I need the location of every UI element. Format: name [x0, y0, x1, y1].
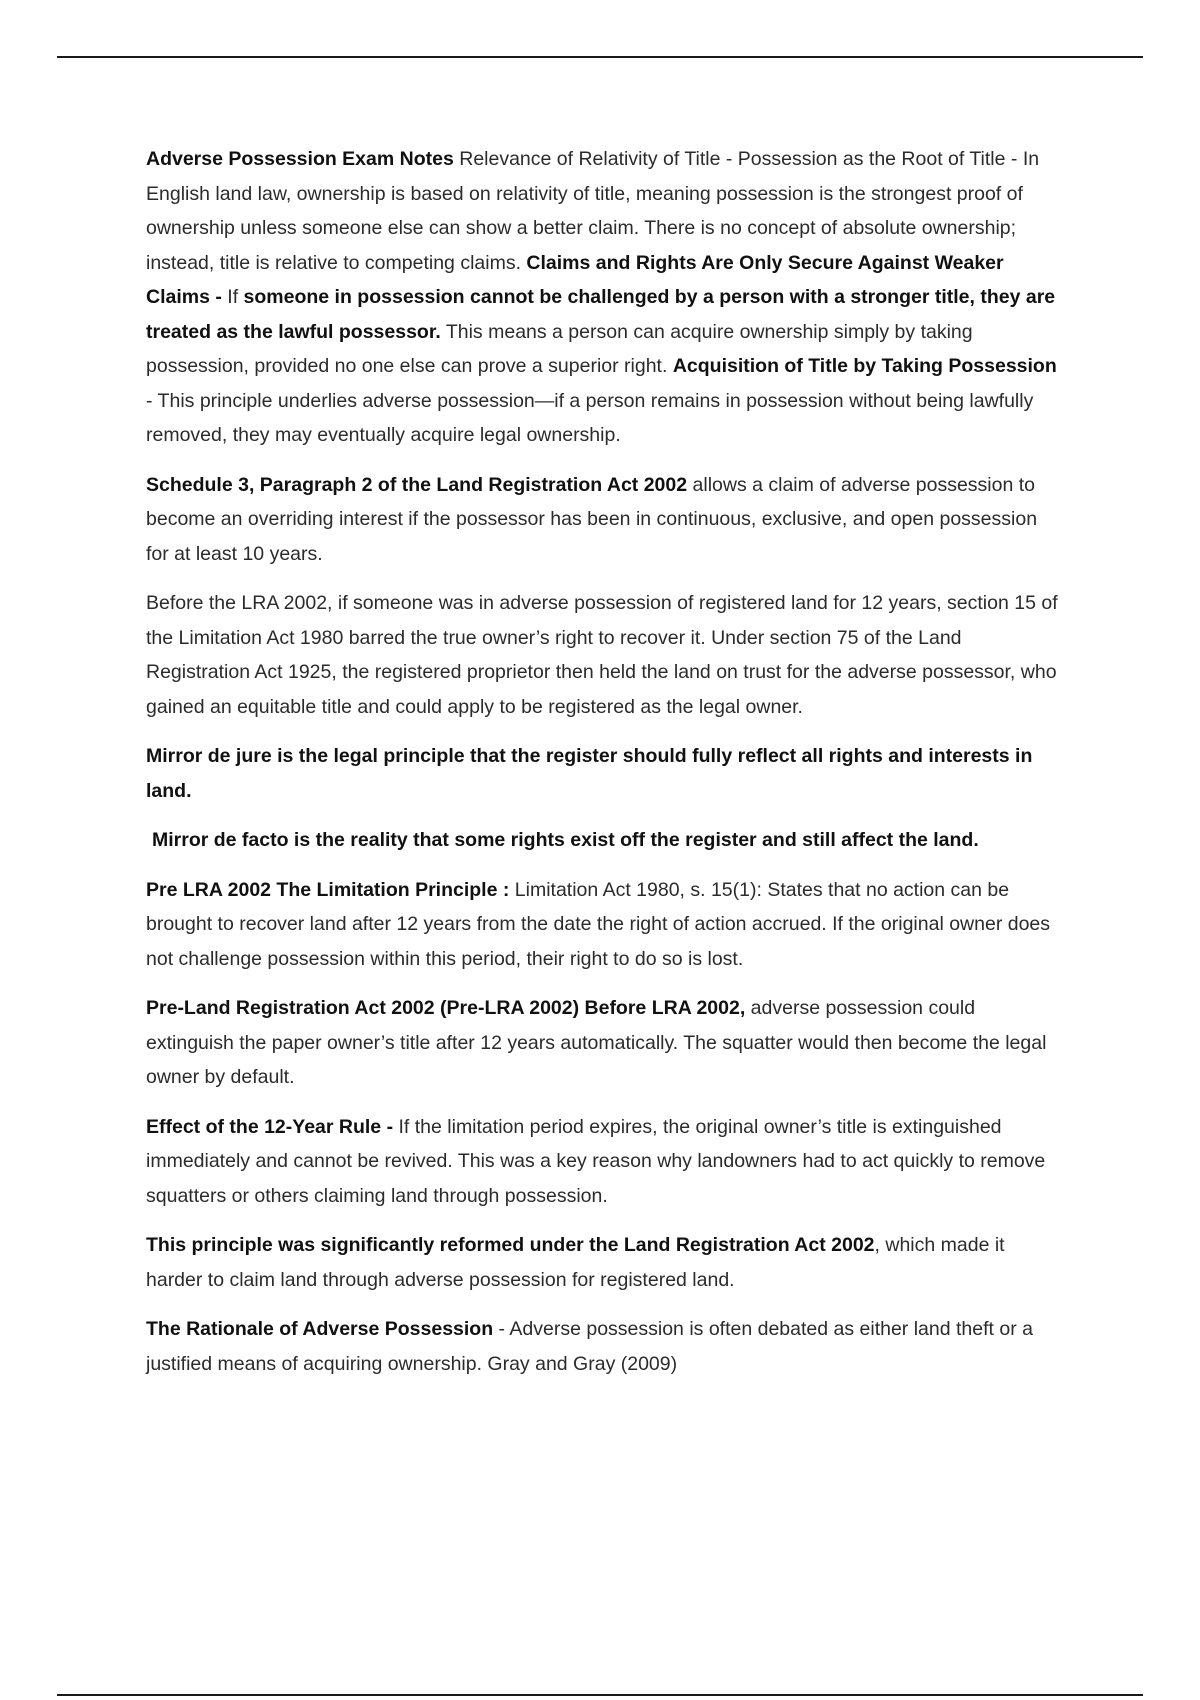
paragraph-relativity-of-title — [146, 142, 1061, 453]
text-underlies-adverse-possession: - This principle underlies adverse possession—if a person remains in possession without being lawfully removed, they may eventually acquire legal ownership. — [146, 389, 1034, 446]
text-acquire-ownership: This means a person can acquire ownership simply by taking possession, provided no one else can prove a superior right. — [146, 320, 973, 377]
bottom-rule — [57, 1694, 1143, 1696]
heading-pre-lra: Pre-Land Registration Act 2002 (Pre-LRA 2002) Before LRA 2002, — [146, 997, 746, 1019]
paragraph-rationale — [146, 1312, 1061, 1381]
text-if: If — [221, 286, 244, 308]
heading-claims-and-rights: Claims and Rights Are Only Secure Against Weaker Claims - — [146, 251, 1004, 308]
heading-limitation-principle: Pre LRA 2002 The Limitation Principle : — [146, 878, 510, 901]
paragraph-12-year-rule — [146, 1110, 1061, 1214]
text-mirror-de-facto: Mirror de facto is the reality that some rights exist off the register and still affect the land. — [152, 829, 979, 851]
text-lawful-possessor: someone in possession cannot be challenged by a person with a stronger title, they are treated as the lawful possessor. — [146, 286, 1056, 343]
heading-reform: This principle was significantly reformed under the Land Registration Act 2002 — [146, 1234, 875, 1256]
top-rule — [57, 56, 1143, 58]
paragraph-pre-lra — [146, 991, 1061, 1095]
paragraph-before-lra-2002 — [146, 586, 1061, 724]
paragraph-schedule-3 — [146, 468, 1061, 572]
paragraph-mirror-de-jure — [146, 739, 1061, 808]
heading-acquisition-of-title: Acquisition of Title by Taking Possession — [672, 355, 1057, 377]
text-12-year-rule: If the limitation period expires, the original owner’s title is extinguished immediately and cannot be revived. This was a key reason why landowners had to act quickly to remove squatters or others claiming land through possession. — [146, 1115, 1046, 1207]
document-body — [146, 142, 1061, 1396]
text-mirror-de-jure: Mirror de jure is the legal principle that the register should fully reflect all rights and interests in land. — [146, 745, 1033, 802]
paragraph-mirror-de-facto — [146, 823, 1061, 858]
text-extinguish-title: adverse possession could extinguish the paper owner’s title after 12 years automatically. The squatter would then become the legal owner by default. — [146, 997, 1047, 1088]
text-relativity-intro: Relevance of Relativity of Title - Possession as the Root of Title - In English land law, ownership is based on relativity of title, meaning possession is the strongest proof of ownership unless someone else can show a better claim. There is no concept of absolute ownership; instead, title is relative to competing claims. — [146, 148, 1040, 274]
heading-rationale: The Rationale of Adverse Possession — [146, 1318, 494, 1340]
heading-schedule-3: Schedule 3, Paragraph 2 of the Land Registration Act 2002 — [146, 473, 688, 496]
heading-12-year-rule: Effect of the 12-Year Rule - — [146, 1115, 394, 1138]
text-limitation-act: Limitation Act 1980, s. 15(1): States that no action can be brought to recover land after 12 years from the date the right of action accrued. If the original owner does not challenge possession within this period, their right to do so is lost. — [146, 878, 1051, 970]
heading-exam-notes: Adverse Possession Exam Notes — [146, 148, 454, 170]
text-reform: , which made it harder to claim land through adverse possession for registered land. — [146, 1234, 1005, 1291]
text-rationale: - Adverse possession is often debated as either land theft or a justified means of acquiring ownership. Gray and Gray (2009) — [146, 1318, 1033, 1375]
paragraph-reform — [146, 1228, 1061, 1297]
paragraph-limitation-principle — [146, 873, 1061, 977]
text-before-lra-2002: Before the LRA 2002, if someone was in adverse possession of registered land for 12 years, section 15 of the Limitation Act 1980 barred the true owner’s right to recover it. Under section 75 of the Land Registration Act 1925, the registered proprietor then held the land on trust for the adverse possessor, who gained an equitable title and could apply to be registered as the legal owner. — [146, 592, 1058, 718]
text-overriding-interest: allows a claim of adverse possession to become an overriding interest if the possessor has been in continuous, exclusive, and open possession for at least 10 years. — [146, 473, 1038, 565]
